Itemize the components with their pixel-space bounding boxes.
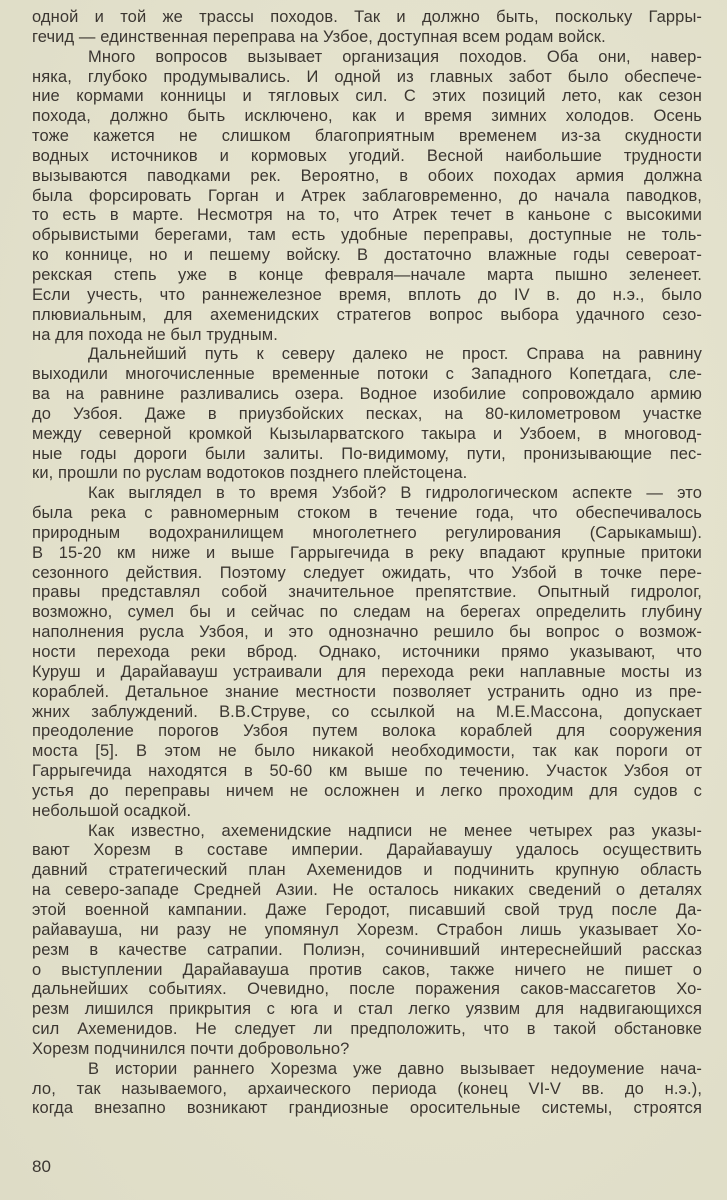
text-line: преодоление порогов Узбоя путем волока кораблей для сооружения [32, 722, 702, 741]
text-line: плювиальным, для ахеменидских стратегов вопрос выбора удачного сезо- [32, 305, 702, 324]
text-line: небольшой осадкой. [32, 801, 192, 820]
text-line: В 15-20 км ниже и выше Гаррыгечида в реку впадают крупные притоки [32, 543, 702, 562]
text-line: рекская степь уже в конце февраля—начале марта пышно зеленеет. [32, 265, 702, 284]
text-line: была река с равномерным стоком в течение года, что обеспечивалось [32, 504, 702, 523]
text-line: сезонного действия. Поэтому следует ожидать, что Узбой в точке пере- [32, 563, 702, 582]
text-line: гечид — единственная переправа на Узбое, доступная всем родам войск. [32, 27, 606, 46]
page-number: 80 [32, 1157, 51, 1176]
text-line: сил Ахеменидов. Не следует ли предположить, что в такой обстановке [32, 1020, 702, 1039]
text-line: В истории раннего Хорезма уже давно вызывает недоумение нача- [88, 1059, 702, 1078]
text-line: наполнения русла Узбоя, и это однозначно решило бы вопрос о возмож- [32, 623, 702, 642]
text-line: одной и той же трассы походов. Так и должно быть, поскольку Гарры- [32, 8, 702, 26]
text-line: похода, должно быть исключено, как и время зимних холодов. Осень [32, 107, 702, 126]
text-line: тоже кажется не слишком благоприятным временем из-за скудности [32, 127, 702, 146]
text-line: то есть в марте. Несмотря на то, что Атрек течет в каньоне с высокими [32, 206, 702, 225]
text-line: Как известно, ахеменидские надписи не менее четырех раз указы- [88, 821, 702, 840]
paragraph [32, 484, 702, 821]
text-line: когда внезапно возникают грандиозные оросительные системы, строятся [32, 1099, 702, 1118]
text-line: Куруш и Дарайавауш устраивали для перехода реки наплавные мосты из [32, 662, 702, 681]
text-line: резм в качестве сатрапии. Полиэн, сочинивший интереснейший рассказ [32, 940, 702, 959]
text-line: кораблей. Детальное знание местности позволяет устранить одно из пре- [32, 682, 702, 701]
text-line: правы представлял собой значительное препятствие. Опытный гидролог, [32, 583, 702, 602]
text-line: между северной кромкой Кызыларватского такыра и Узбоем, в многовод- [32, 424, 702, 443]
text-line: Много вопросов вызывает организация походов. Оба они, навер- [88, 47, 702, 66]
text-line: устья до переправы ничем не осложнен и легко проходим для судов с [32, 781, 702, 800]
text-line: ные годы дороги были залиты. По-видимому, пути, пронизывающие пес- [32, 444, 702, 463]
text-line: возможно, сумел бы и сейчас по следам на берегах определить глубину [32, 603, 702, 622]
text-line: выходили многочисленные временные потоки с Западного Копетдага, сле- [32, 365, 702, 384]
page-body-text [32, 8, 702, 1119]
text-line: природным водохранилищем многолетнего регулирования (Сарыкамыш). [32, 523, 702, 542]
text-line: Если учесть, что раннежелезное время, вплоть до IV в. до н.э., было [32, 285, 702, 304]
text-line: моста [5]. В этом не было никакой необходимости, так как пороги от [32, 742, 702, 761]
text-line: ко коннице, но и пешему войску. В достаточно влажные годы североат- [32, 246, 702, 265]
text-line: обрывистыми берегами, там есть удобные переправы, доступные не толь- [32, 226, 702, 245]
text-line: водных источников и кормовых угодий. Весной наибольшие трудности [32, 146, 702, 165]
paragraph [32, 1060, 702, 1120]
text-line: давний стратегический план Ахеменидов и подчинить крупную область [32, 861, 702, 880]
text-line: Дальнейший путь к северу далеко не прост. Справа на равнину [88, 345, 702, 364]
text-line: резм лишился прикрытия с юга и стал легко уязвим для надвигающихся [32, 1000, 702, 1019]
text-line: вают Хорезм в составе империи. Дарайаваушу удалось осуществить [32, 841, 702, 860]
text-line: Хорезм подчинился почти добровольно? [32, 1039, 350, 1058]
text-line: о выступлении Дарайавауша против саков, также ничего не пишет о [32, 960, 702, 979]
text-line: на для похода не был трудным. [32, 325, 278, 344]
text-line: ности перехода реки вброд. Однако, источники прямо указывают, что [32, 643, 702, 661]
paragraph [32, 345, 702, 484]
text-line: жних заблуждений. В.В.Струве, со ссылкой на М.Е.Массона, допускает [32, 702, 702, 721]
text-line: Гаррыгечида находятся в 50-60 км выше по течению. Участок Узбоя от [32, 762, 702, 781]
text-line: на северо-западе Средней Азии. Не осталось никаких сведений о деталях [32, 881, 702, 900]
text-line: няка, глубоко продумывались. И одной из главных забот было обеспече- [32, 67, 702, 86]
paragraph [32, 48, 702, 346]
paragraph [32, 8, 702, 48]
text-line: дальнейших событиях. Очевидно, после поражения саков-массагетов Хо- [32, 980, 702, 999]
text-line: райавауша, ни разу не упомянул Хорезм. Страбон лишь указывает Хо- [32, 920, 702, 939]
text-line: ки, прошли по руслам водотоков позднего плейстоцена. [32, 464, 468, 483]
text-line: Как выглядел в то время Узбой? В гидрологическом аспекте — это [88, 484, 702, 503]
text-line: вызываются паводками рек. Вероятно, в обоих походах армия должна [32, 166, 702, 185]
text-line: ние кормами конницы и тягловых сил. С этих позиций лето, как сезон [32, 87, 702, 106]
text-line: до Узбоя. Даже в приузбойских песках, на 80-километровом участке [32, 404, 702, 423]
text-line: ло, так называемого, архаического периода (конец VI-V вв. до н.э.), [32, 1079, 702, 1098]
text-line: ва на равнине разливались озера. Водное изобилие сопровождало армию [32, 385, 702, 404]
text-line: была форсировать Горган и Атрек заблаговременно, до начала паводков, [32, 186, 702, 205]
text-line: этой военной кампании. Даже Геродот, писавший свой труд после Да- [32, 900, 702, 919]
paragraph [32, 822, 702, 1060]
